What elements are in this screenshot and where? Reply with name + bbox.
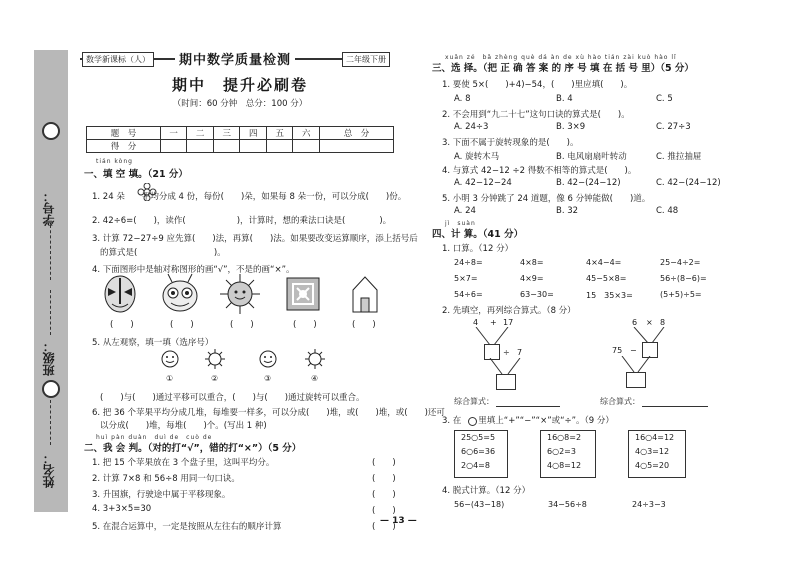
tree-operator: − <box>630 346 637 355</box>
tree-operator: × <box>646 318 653 327</box>
scroll-card <box>540 430 596 478</box>
section-2-pinyin: huì pàn duàn duì de cuò de <box>96 434 213 441</box>
student-number-label: 学号： <box>42 190 56 226</box>
choice-option[interactable]: B. 4 <box>556 94 573 104</box>
oral-item: 15 35×3= <box>586 291 633 300</box>
choice-option[interactable]: C. 48 <box>656 206 679 216</box>
section-4-title: 四、计 算。（41 分） <box>432 229 524 240</box>
answer-mark[interactable]: ( ) <box>170 320 194 330</box>
student-number-line <box>50 225 52 280</box>
choice-option[interactable]: A. 8 <box>454 94 471 104</box>
question-1-5-fill: ( )与( )通过平移可以重合，( )与( )通过旋转可以重合。 <box>100 393 365 403</box>
smiley-icon <box>258 349 278 369</box>
sun-icon <box>220 274 260 314</box>
table-cell: 四 <box>240 127 267 140</box>
question-4-2: 2. 先填空，再列综合算式。（8 分） <box>442 306 576 316</box>
grade-tag: 二年级下册 <box>342 52 390 67</box>
page-title: 期中 提升必刷卷 <box>171 76 308 94</box>
answer-box[interactable] <box>626 372 646 388</box>
oral-item: 4×8= <box>520 258 544 267</box>
scroll-card <box>454 430 508 478</box>
score-cell[interactable] <box>213 140 240 153</box>
tree-number: 8 <box>660 318 666 327</box>
header-title: 期中数学质量检测 <box>175 49 295 68</box>
judge-answer[interactable]: ( ) <box>372 490 396 500</box>
question-1-6: 6. 把 36 个苹果平均分成几堆，每堆要一样多，可以分成( )堆，或( )堆，或( )还可 <box>92 408 445 418</box>
scroll-equation[interactable]: 4○5=20 <box>635 461 670 470</box>
oral-item: 4×9= <box>520 274 544 283</box>
page-header <box>80 49 390 69</box>
name-label: 姓名： <box>42 452 56 488</box>
score-cell[interactable] <box>160 140 187 153</box>
table-cell: 总 分 <box>320 127 394 140</box>
question-4-1: 1. 口算。（12 分） <box>442 244 514 254</box>
tree-number: 6 <box>632 318 638 327</box>
judge-item: 2. 计算 7×8 和 56÷8 用同一句口诀。 <box>92 474 240 484</box>
judge-item: 3. 升国旗，行驶途中属于平移现象。 <box>92 490 231 500</box>
scroll-equation[interactable]: 2○4=8 <box>461 461 490 470</box>
answer-mark[interactable]: ( ) <box>110 320 134 330</box>
score-table <box>86 126 394 153</box>
judge-item: 5. 在混合运算中，一定是按照从左往右的顺序计算 <box>92 522 282 532</box>
formula-label: 综合算式： <box>600 397 640 406</box>
sun-face-icon <box>205 349 225 369</box>
house-icon <box>350 274 380 314</box>
page-number: — 13 — <box>380 516 417 526</box>
robot-face-icon <box>160 272 200 314</box>
table-cell: 六 <box>293 127 320 140</box>
choice-option[interactable]: A. 24 <box>454 206 476 216</box>
scroll-equation[interactable]: 16○8=2 <box>547 433 582 442</box>
section-4-pinyin: jì suàn <box>445 220 476 227</box>
edition-tag: 数学新课标（人） <box>82 52 154 67</box>
oral-item: 24÷8= <box>454 258 483 267</box>
sun-face-icon <box>305 349 325 369</box>
choice-option[interactable]: A. 24÷3 <box>454 122 489 132</box>
section-3-title: 三、选 择。（把 正 确 答 案 的 序 号 填 在 括 号 里）（5 分） <box>432 63 694 74</box>
scroll-equation[interactable]: 4○8=12 <box>547 461 582 470</box>
question-4-4: 4. 脱式计算。（12 分） <box>442 486 531 496</box>
paper-cut-icon <box>283 274 323 314</box>
binding-strip <box>34 50 68 512</box>
question-1-1: 1. 24 朵 平均分成 4 份，每份( )朵，如果每 8 朵一份，可以分成( )份。 <box>92 192 407 202</box>
tree-number: 7 <box>517 348 523 357</box>
score-cell[interactable] <box>293 140 320 153</box>
class-line <box>50 290 52 335</box>
binding-hole-icon <box>42 122 60 140</box>
figure-label: ② <box>211 374 219 383</box>
formula-answer-line[interactable] <box>642 406 708 407</box>
oral-item: (5+5)÷5= <box>660 290 702 299</box>
judge-item: 1. 把 15 个苹果放在 3 个盘子里，这叫平均分。 <box>92 458 275 468</box>
question-1-2: 2. 42÷6=( )，读作( )，计算时，想的乘法口诀是( )。 <box>92 216 392 226</box>
choice-option[interactable]: C. 42−(24−12) <box>656 178 721 188</box>
operator-circle-icon <box>468 417 477 426</box>
judge-answer[interactable]: ( ) <box>372 458 396 468</box>
score-cell[interactable] <box>240 140 267 153</box>
smiley-icon <box>160 349 180 369</box>
step-calc-item: 24÷3−3 <box>632 500 666 509</box>
choice-option[interactable]: B. 32 <box>556 206 579 216</box>
judge-answer[interactable]: ( ) <box>372 522 396 532</box>
oral-item: 4×4−4= <box>586 258 622 267</box>
judge-item: 4. 3+3×5=30 <box>92 504 152 514</box>
answer-mark[interactable]: ( ) <box>293 320 317 330</box>
judge-answer[interactable]: ( ) <box>372 506 396 516</box>
formula-answer-line[interactable] <box>496 406 560 407</box>
scroll-equation[interactable]: 6○6=36 <box>461 447 496 456</box>
figure-label: ③ <box>264 374 272 383</box>
choice-option[interactable]: C. 推拉抽屉 <box>656 152 702 162</box>
question-1-3-continued: 的算式是( )。 <box>100 248 226 258</box>
table-cell: 五 <box>266 127 293 140</box>
choice-question: 3. 下面不属于旋转现象的是( )。 <box>442 138 579 148</box>
table-cell: 得 分 <box>87 140 161 153</box>
oral-item: 5×7= <box>454 274 478 283</box>
opera-mask-icon <box>102 274 138 314</box>
scroll-equation[interactable]: 6○2=3 <box>547 447 576 456</box>
choice-question: 1. 要使 5×( )+4)−54，( )里应填( )。 <box>442 80 633 90</box>
table-cell: 题 号 <box>87 127 161 140</box>
judge-answer[interactable]: ( ) <box>372 474 396 484</box>
section-1-title: 一、填 空 填。（21 分） <box>84 169 188 180</box>
choice-option[interactable]: A. 42−12−24 <box>454 178 512 188</box>
table-cell: 一 <box>160 127 187 140</box>
choice-option[interactable]: B. 3×9 <box>556 122 586 132</box>
question-1-6-continued: 以分成( )堆，每堆( )个。(写出 1 种) <box>100 421 267 431</box>
tree-number: 4 <box>473 318 479 327</box>
question-1-4: 4. 下面图形中是轴对称图形的画“√”，不是的画“×”。 <box>92 265 295 275</box>
score-table-header-row <box>87 127 394 140</box>
figure-label: ④ <box>311 374 319 383</box>
scroll-equation[interactable]: 16○4=12 <box>635 433 675 442</box>
section-2-title: 二、我 会 判。（对的打“√”，错的打“×”）（5 分） <box>84 443 302 454</box>
tree-number: 75 <box>612 346 623 355</box>
answer-mark[interactable]: ( ) <box>352 320 376 330</box>
tree-operator: + <box>490 318 497 327</box>
figure-label: ① <box>166 374 174 383</box>
choice-question: 4. 与算式 42−12 ÷2 得数不相等的算式是( )。 <box>442 166 637 176</box>
choice-question: 5. 小明 3 分钟跳了 24 道题，像 6 分钟能做( )道。 <box>442 194 651 204</box>
class-label: 班级： <box>42 340 56 376</box>
scroll-card <box>628 430 686 478</box>
oral-item: 45−5×8= <box>586 274 627 283</box>
score-table-score-row <box>87 140 394 153</box>
choice-option[interactable]: A. 旋转木马 <box>454 152 500 162</box>
question-1-5: 5. 从左观察，填一填（选序号） <box>92 338 214 348</box>
score-cell[interactable] <box>320 140 394 153</box>
step-calc-item: 56−(43−18) <box>454 500 505 509</box>
flower-icon <box>137 183 157 201</box>
choice-option[interactable]: B. 电风扇扇叶转动 <box>556 152 627 162</box>
table-cell: 三 <box>213 127 240 140</box>
choice-question: 2. 不会用到“九二十七”这句口诀的算式是( )。 <box>442 110 630 120</box>
choice-option[interactable]: B. 42−(24−12) <box>556 178 621 188</box>
step-calc-item: 34−56÷8 <box>548 500 587 509</box>
formula-label: 综合算式： <box>454 397 494 406</box>
page-subtitle: （时间：60 分钟 总分：100 分） <box>172 99 308 109</box>
scroll-equation[interactable]: 4○3=12 <box>635 447 670 456</box>
table-cell: 二 <box>187 127 214 140</box>
score-cell[interactable] <box>266 140 293 153</box>
tree-operator: ÷ <box>503 348 510 357</box>
oral-item: 56÷(8−6)= <box>660 274 707 283</box>
score-cell[interactable] <box>187 140 214 153</box>
section-3-pinyin: xuǎn zé bǎ zhèng què dá àn de xù hào tián zài kuò hào lǐ <box>445 54 677 61</box>
tree-number: 17 <box>503 318 514 327</box>
answer-mark[interactable]: ( ) <box>230 320 254 330</box>
name-line <box>50 400 52 445</box>
question-4-3: 3. 在 里填上“+”“−”“×”或“÷”。（9 分） <box>442 416 614 426</box>
choice-option[interactable]: C. 5 <box>656 94 673 104</box>
binding-hole-icon <box>42 380 60 398</box>
oral-item: 25−4÷2= <box>660 258 701 267</box>
scroll-equation[interactable]: 25○5=5 <box>461 433 496 442</box>
oral-item: 54÷6= <box>454 290 483 299</box>
oral-item: 63−30= <box>520 290 554 299</box>
section-1-pinyin: tián kòng <box>96 158 133 165</box>
answer-box[interactable] <box>496 374 516 390</box>
choice-option[interactable]: C. 27÷3 <box>656 122 691 132</box>
question-1-3: 3. 计算 72−27÷9 应先算( )法，再算( )法。如果要改变运算顺序，添上括号后 <box>92 234 418 244</box>
